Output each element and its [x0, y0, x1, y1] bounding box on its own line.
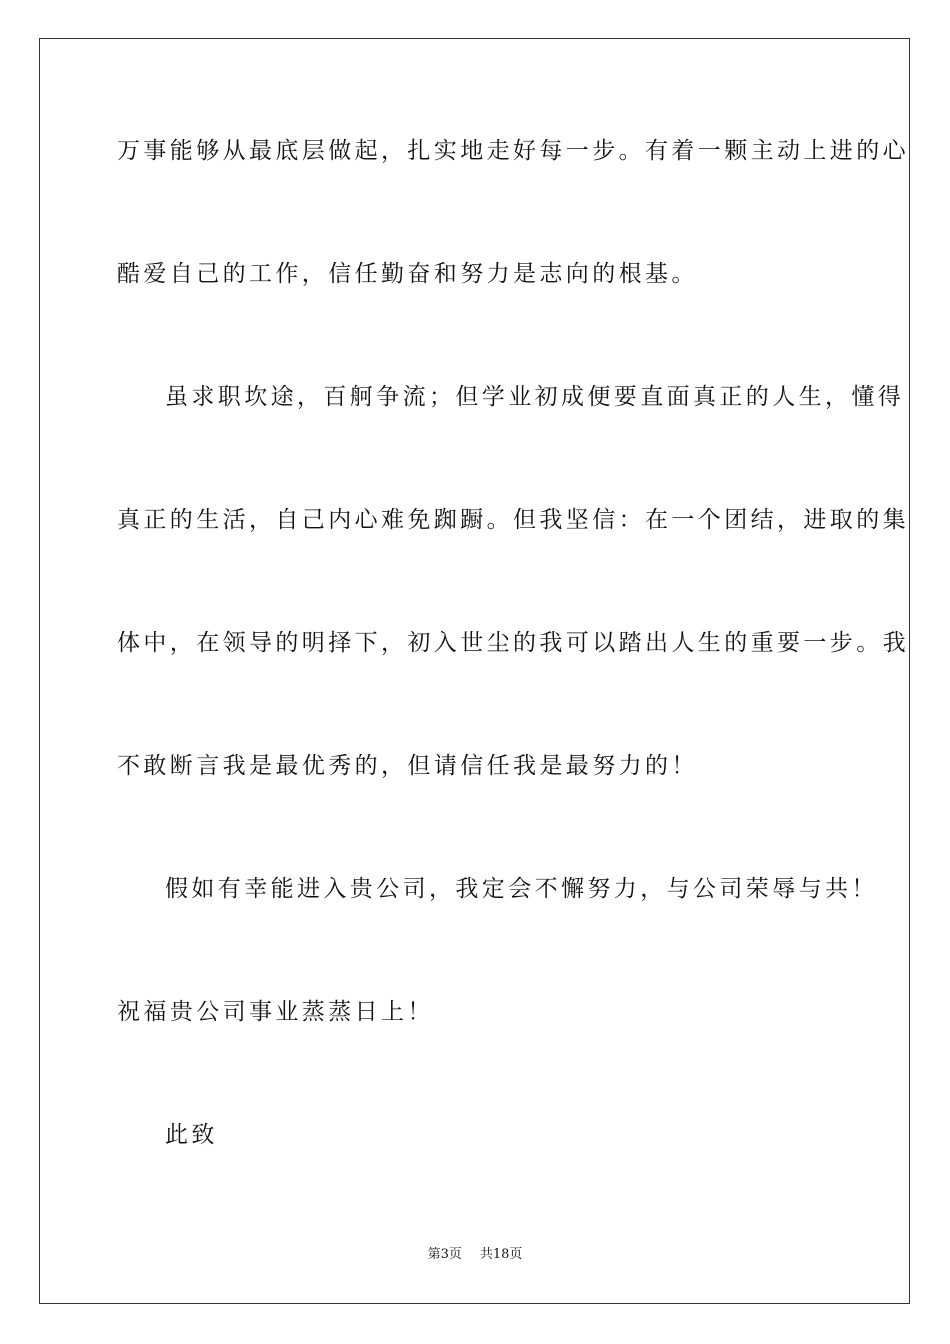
paragraph-line-1: 万事能够从最底层做起，扎实地走好每一步。有着一颗主动上进的心 — [117, 138, 909, 164]
page-number: 第3页 — [427, 1247, 462, 1262]
page-total: 共18页 — [479, 1247, 523, 1262]
paragraph-line-6: 不敢断言我是最优秀的，但请信任我是最努力的！ — [117, 753, 698, 779]
paragraph-line-5: 体中，在领导的明择下，初入世尘的我可以踏出人生的重要一步。我 — [117, 630, 909, 656]
paragraph-line-3: 虽求职坎途，百舸争流；但学业初成便要直面真正的人生，懂得 — [165, 384, 905, 410]
paragraph-line-4: 真正的生活，自己内心难免踟蹰。但我坚信：在一个团结，进取的集 — [117, 507, 909, 533]
closing-salutation: 此致 — [165, 1122, 218, 1148]
paragraph-line-2: 酷爱自己的工作，信任勤奋和努力是志向的根基。 — [117, 261, 698, 287]
paragraph-line-8: 祝福贵公司事业蒸蒸日上！ — [117, 999, 434, 1025]
page-footer — [0, 1246, 950, 1264]
paragraph-line-7: 假如有幸能进入贵公司，我定会不懈努力，与公司荣辱与共！ — [165, 876, 878, 902]
page-frame — [39, 38, 910, 1304]
